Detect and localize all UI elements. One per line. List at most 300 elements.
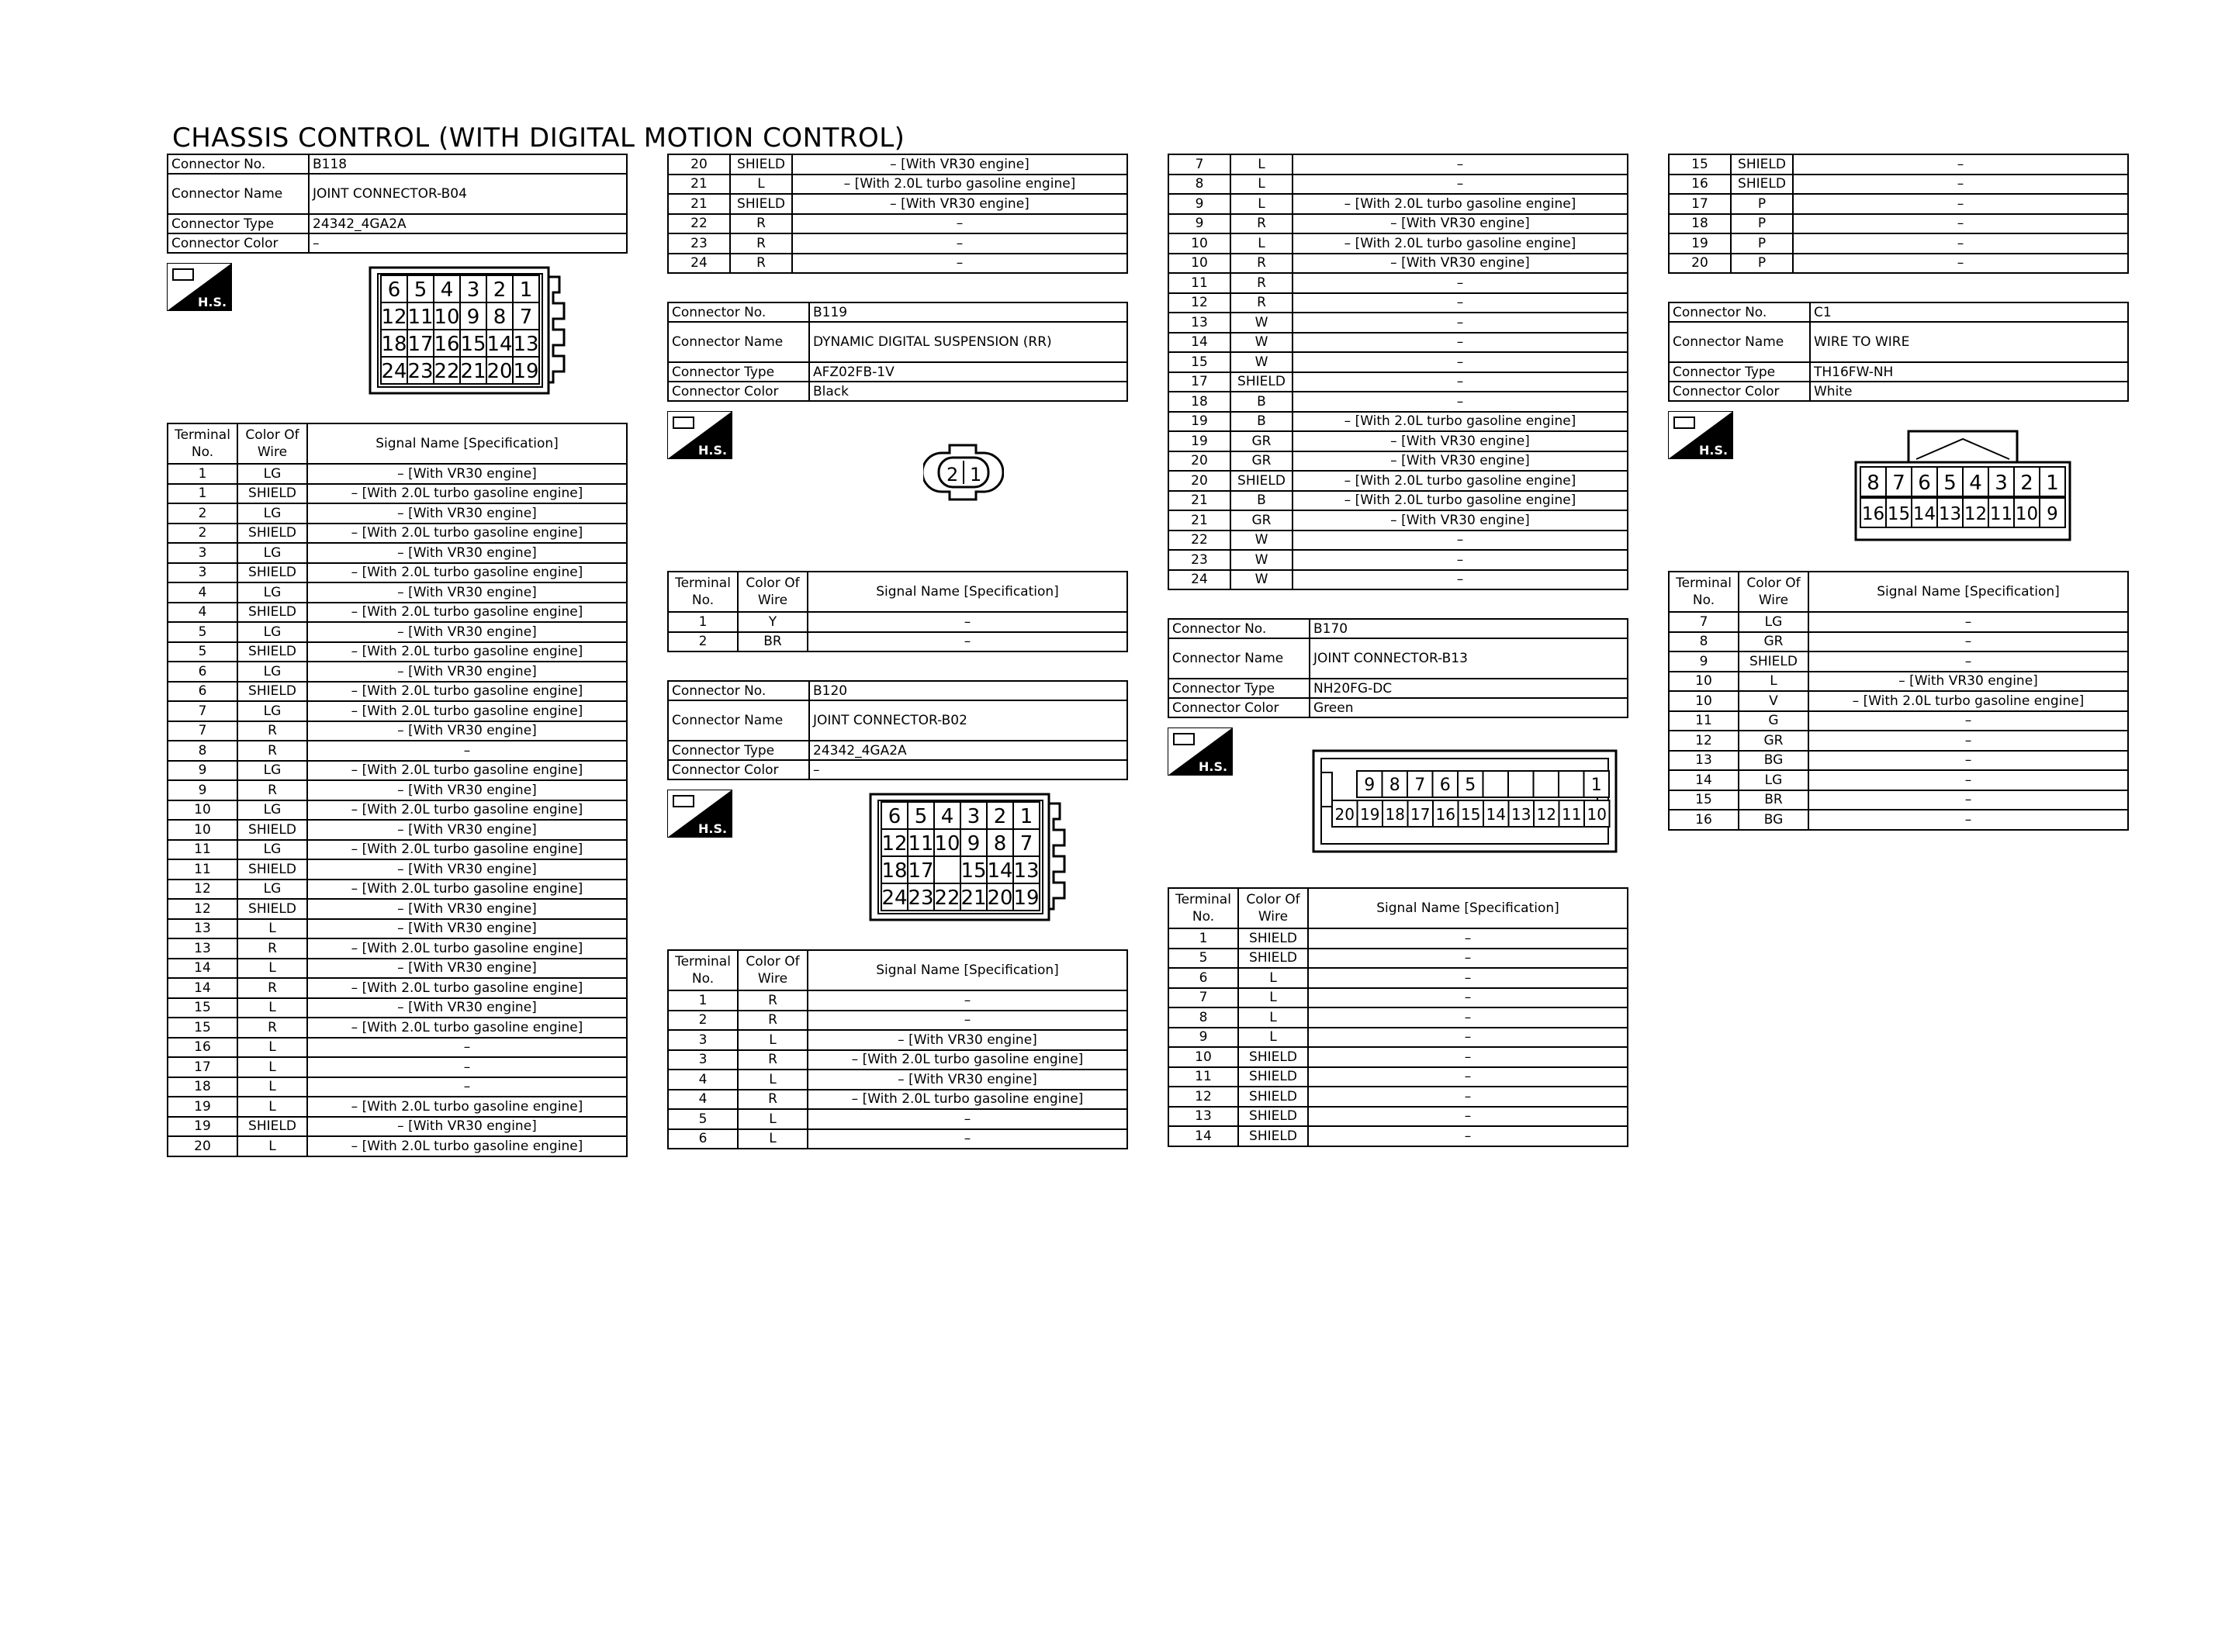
- signal-name-cell: – [With VR30 engine]: [307, 662, 627, 682]
- table-row: [1168, 175, 1628, 195]
- pin-label: 1: [1019, 805, 1033, 828]
- pin-label: 2: [493, 278, 507, 302]
- signal-name-cell: – [With VR30 engine]: [808, 1030, 1127, 1050]
- wire-color-cell: L: [1238, 1028, 1308, 1048]
- signal-name-cell: –: [1293, 550, 1628, 570]
- connector-color-label: Connector Color: [168, 233, 309, 253]
- wire-color-cell: SHIELD: [1238, 1107, 1308, 1127]
- connector-color-value: Black: [809, 382, 1127, 401]
- wire-color-cell: SHIELD: [237, 820, 307, 840]
- terminal-no-cell: 20: [1168, 471, 1230, 491]
- terminal-no-cell: 9: [168, 780, 237, 800]
- wire-color-cell: L: [738, 1030, 808, 1050]
- terminal-no-cell: 11: [1669, 711, 1739, 731]
- terminal-no-cell: 20: [168, 1136, 237, 1156]
- terminal-no-cell: 15: [1168, 352, 1230, 372]
- wire-color-cell: LG: [237, 761, 307, 781]
- wire-color-header: Color Of Wire: [738, 572, 808, 612]
- terminal-no-cell: 13: [1669, 751, 1739, 771]
- terminal-no-cell: 12: [168, 880, 237, 900]
- signal-name-cell: –: [1293, 372, 1628, 392]
- connector-b120-face: [869, 793, 1071, 921]
- signal-name-cell: –: [808, 990, 1127, 1011]
- signal-name-cell: – [With 2.0L turbo gasoline engine]: [1293, 194, 1628, 214]
- table-row: [168, 524, 627, 544]
- wire-color-cell: P: [1731, 194, 1793, 214]
- wire-color-cell: LG: [237, 880, 307, 900]
- terminal-no-cell: 10: [1168, 254, 1230, 274]
- connector-info-b118: [167, 154, 628, 254]
- wire-color-cell: SHIELD: [1238, 949, 1308, 969]
- signal-name-cell: – [With 2.0L turbo gasoline engine]: [307, 761, 627, 781]
- table-row: [168, 938, 627, 959]
- signal-name-cell: –: [307, 1038, 627, 1058]
- pin-label: 5: [1943, 472, 1957, 495]
- terminal-no-cell: 10: [1168, 1047, 1238, 1067]
- pin-label: 19: [513, 360, 539, 383]
- signal-name-cell: –: [1793, 254, 2128, 274]
- pin-label: 24: [881, 886, 908, 910]
- wire-color-cell: L: [738, 1070, 808, 1090]
- table-row: [168, 582, 627, 603]
- wire-color-cell: SHIELD: [1238, 1126, 1308, 1146]
- connector-no-label: Connector No.: [168, 154, 309, 174]
- table-row: [1168, 273, 1628, 293]
- wire-color-cell: LG: [237, 800, 307, 821]
- terminal-no-cell: 3: [168, 543, 237, 563]
- signal-name-cell: – [With 2.0L turbo gasoline engine]: [1293, 412, 1628, 432]
- wire-color-cell: L: [1230, 194, 1293, 214]
- connector-color-label: Connector Color: [668, 760, 809, 779]
- table-row: [168, 880, 627, 900]
- wire-color-cell: GR: [1739, 731, 1808, 751]
- connector-color-value: Green: [1310, 698, 1628, 717]
- signal-name-cell: –: [1808, 731, 2128, 751]
- hs-label: H.S.: [698, 821, 728, 836]
- terminal-no-cell: 19: [1669, 233, 1731, 254]
- terminal-no-cell: 5: [168, 622, 237, 642]
- wire-color-cell: Y: [738, 612, 808, 632]
- terminal-rows-b119: [668, 612, 1127, 651]
- wire-color-cell: LG: [237, 582, 307, 603]
- table-row: [1669, 672, 2128, 692]
- table-row: [168, 840, 627, 860]
- signal-name-header: Signal Name [Specification]: [808, 950, 1127, 990]
- table-row: [1168, 1087, 1628, 1107]
- pin-cavity: [1483, 771, 1509, 797]
- wire-color-cell: R: [237, 1018, 307, 1038]
- pin-label: 17: [908, 859, 934, 883]
- signal-name-header: Signal Name [Specification]: [307, 423, 627, 464]
- table-row: [668, 1070, 1127, 1090]
- hs-label: H.S.: [1699, 443, 1729, 458]
- connector-c1: [1668, 302, 2129, 831]
- table-row: [1669, 254, 2128, 274]
- table-row: [668, 990, 1127, 1011]
- connector-type-value: 24342_4GA2A: [809, 741, 1127, 760]
- terminal-no-cell: 7: [1168, 154, 1230, 175]
- signal-name-cell: – [With 2.0L turbo gasoline engine]: [1293, 233, 1628, 254]
- connector-name-label: Connector Name: [1669, 322, 1810, 362]
- signal-name-cell: – [With VR30 engine]: [307, 503, 627, 524]
- wire-color-cell: GR: [1230, 431, 1293, 451]
- signal-name-cell: –: [1808, 651, 2128, 672]
- terminal-no-cell: 17: [1168, 372, 1230, 392]
- signal-name-cell: – [With 2.0L turbo gasoline engine]: [307, 701, 627, 721]
- table-row: [168, 959, 627, 979]
- signal-name-cell: –: [1308, 949, 1628, 969]
- wire-color-cell: SHIELD: [730, 194, 792, 214]
- pin-label: 13: [1013, 859, 1040, 883]
- signal-name-cell: – [With 2.0L turbo gasoline engine]: [307, 800, 627, 821]
- pin-label: 15: [1887, 504, 1911, 524]
- table-row: [168, 622, 627, 642]
- pin-label: 18: [1385, 805, 1405, 824]
- terminal-no-cell: 12: [1168, 293, 1230, 313]
- terminal-no-cell: 11: [1168, 273, 1230, 293]
- connector-info-b170: [1168, 618, 1628, 718]
- terminal-no-cell: 8: [1168, 175, 1230, 195]
- terminal-no-cell: 20: [1669, 254, 1731, 274]
- terminal-no-cell: 1: [1168, 928, 1238, 949]
- signal-name-cell: –: [1308, 1028, 1628, 1048]
- table-row: [668, 1050, 1127, 1070]
- pin-label: 23: [908, 886, 934, 910]
- table-row: [1669, 651, 2128, 672]
- terminal-no-cell: 7: [1669, 612, 1739, 632]
- terminal-no-cell: 6: [1168, 968, 1238, 988]
- connector-color-value: –: [309, 233, 627, 253]
- table-row: [1168, 254, 1628, 274]
- signal-name-cell: – [With VR30 engine]: [307, 919, 627, 939]
- pin-cavity: [1508, 771, 1534, 797]
- signal-name-cell: – [With VR30 engine]: [307, 721, 627, 741]
- pin-label: 14: [1486, 805, 1506, 824]
- pin-label: 5: [1465, 776, 1476, 795]
- terminal-table-b118-continued: [667, 154, 1128, 274]
- signal-name-cell: – [With 2.0L turbo gasoline engine]: [307, 1097, 627, 1117]
- terminal-rows-b120-continued: [1168, 154, 1628, 589]
- signal-name-cell: – [With 2.0L turbo gasoline engine]: [792, 175, 1127, 195]
- wire-color-cell: SHIELD: [237, 1117, 307, 1137]
- wire-color-cell: GR: [1230, 451, 1293, 472]
- signal-name-cell: –: [1793, 214, 2128, 234]
- wire-color-cell: BG: [1739, 751, 1808, 771]
- signal-name-cell: –: [1793, 175, 2128, 195]
- terminal-rows-b170-continued: [1669, 154, 2128, 273]
- table-row: [1168, 1007, 1628, 1028]
- signal-name-cell: –: [1308, 968, 1628, 988]
- table-row: [168, 761, 627, 781]
- wire-color-cell: R: [237, 938, 307, 959]
- pin-label: 9: [466, 306, 480, 329]
- table-row: [1168, 1126, 1628, 1146]
- wire-color-cell: LG: [1739, 770, 1808, 790]
- signal-name-header: Signal Name [Specification]: [1808, 572, 2128, 612]
- table-row: [668, 1109, 1127, 1129]
- wire-color-cell: SHIELD: [1230, 372, 1293, 392]
- terminal-no-cell: 5: [1168, 949, 1238, 969]
- terminal-no-cell: 19: [168, 1097, 237, 1117]
- table-row: [1669, 175, 2128, 195]
- wire-color-cell: P: [1731, 254, 1793, 274]
- signal-name-cell: –: [1308, 1047, 1628, 1067]
- pin-label: 7: [1414, 776, 1426, 795]
- signal-name-cell: –: [808, 632, 1127, 652]
- terminal-no-cell: 18: [168, 1077, 237, 1097]
- pin-label: 6: [387, 278, 401, 302]
- harness-side-icon: [1168, 728, 1233, 776]
- wire-color-cell: SHIELD: [237, 899, 307, 919]
- terminal-no-cell: 16: [1669, 175, 1731, 195]
- table-row: [1168, 1107, 1628, 1127]
- wire-color-cell: L: [1238, 968, 1308, 988]
- terminal-no-cell: 4: [168, 603, 237, 623]
- terminal-no-cell: 14: [1168, 333, 1230, 353]
- connector-latch: [549, 277, 564, 382]
- terminal-no-cell: 15: [1669, 790, 1739, 810]
- terminal-no-cell: 2: [668, 1011, 738, 1031]
- terminal-no-cell: 7: [168, 701, 237, 721]
- signal-name-cell: –: [1293, 273, 1628, 293]
- wire-color-cell: L: [237, 919, 307, 939]
- pin-label: 3: [967, 805, 981, 828]
- signal-name-cell: –: [1793, 233, 2128, 254]
- harness-side-icon: [1668, 411, 1733, 459]
- signal-name-cell: – [With VR30 engine]: [307, 820, 627, 840]
- terminal-rows-b118-continued: [668, 154, 1127, 273]
- table-row: [168, 998, 627, 1018]
- connector-b170: [1168, 618, 1628, 1147]
- table-row: [1168, 214, 1628, 234]
- table-row: [1669, 194, 2128, 214]
- table-row: [1168, 194, 1628, 214]
- pin-label: 16: [1861, 504, 1885, 524]
- terminal-no-cell: 9: [1168, 1028, 1238, 1048]
- wire-color-cell: LG: [237, 503, 307, 524]
- wire-color-cell: SHIELD: [1230, 471, 1293, 491]
- terminal-no-cell: 1: [668, 990, 738, 1011]
- wire-color-cell: R: [1230, 273, 1293, 293]
- table-row: [668, 1011, 1127, 1031]
- signal-name-cell: –: [307, 1057, 627, 1077]
- wire-color-cell: LG: [237, 662, 307, 682]
- wire-color-cell: W: [1230, 570, 1293, 590]
- terminal-no-cell: 7: [1168, 988, 1238, 1008]
- wire-color-cell: SHIELD: [237, 563, 307, 583]
- wire-color-header: Color Of Wire: [237, 423, 307, 464]
- pin-label: 4: [1969, 472, 1982, 495]
- signal-name-cell: – [With 2.0L turbo gasoline engine]: [307, 524, 627, 544]
- harness-side-icon: [667, 790, 732, 838]
- connector-type-value: NH20FG-DC: [1310, 679, 1628, 698]
- table-row: [668, 632, 1127, 652]
- pin-label: 19: [1013, 886, 1040, 910]
- pin-label: 12: [1536, 805, 1556, 824]
- table-row: [168, 1117, 627, 1137]
- signal-name-cell: – [With VR30 engine]: [307, 464, 627, 484]
- terminal-no-cell: 8: [168, 741, 237, 761]
- connector-no-label: Connector No.: [1669, 302, 1810, 322]
- table-row: [1168, 372, 1628, 392]
- signal-name-cell: –: [1308, 1107, 1628, 1127]
- terminal-table-b120: [667, 949, 1128, 1149]
- connector-type-label: Connector Type: [668, 362, 809, 382]
- wire-color-cell: SHIELD: [1238, 1047, 1308, 1067]
- signal-name-cell: – [With VR30 engine]: [307, 622, 627, 642]
- table-row: [168, 800, 627, 821]
- table-row: [1168, 491, 1628, 511]
- table-row: [1168, 431, 1628, 451]
- table-row: [1669, 790, 2128, 810]
- pin-label: 8: [493, 306, 507, 329]
- pin-label: 14: [1912, 504, 1936, 524]
- signal-name-cell: – [With 2.0L turbo gasoline engine]: [307, 682, 627, 702]
- terminal-no-cell: 10: [1669, 691, 1739, 711]
- connector-name-label: Connector Name: [668, 322, 809, 362]
- terminal-no-cell: 1: [168, 464, 237, 484]
- page-title: CHASSIS CONTROL (WITH DIGITAL MOTION CONTROL): [172, 123, 905, 154]
- table-row: [168, 1057, 627, 1077]
- wire-color-cell: R: [730, 254, 792, 274]
- pin-label: 3: [466, 278, 480, 302]
- terminal-no-cell: 7: [168, 721, 237, 741]
- signal-name-cell: – [With 2.0L turbo gasoline engine]: [808, 1050, 1127, 1070]
- wire-color-cell: L: [730, 175, 792, 195]
- table-row: [1669, 612, 2128, 632]
- signal-name-cell: – [With VR30 engine]: [307, 859, 627, 880]
- terminal-no-cell: 19: [1168, 431, 1230, 451]
- pin-label: 6: [1439, 776, 1451, 795]
- pin-label: 1: [970, 464, 982, 486]
- harness-side-icon: [167, 263, 232, 311]
- signal-name-cell: – [With 2.0L turbo gasoline engine]: [307, 840, 627, 860]
- pin-label: 10: [934, 832, 960, 855]
- wire-color-cell: SHIELD: [237, 642, 307, 662]
- signal-name-cell: – [With 2.0L turbo gasoline engine]: [1293, 471, 1628, 491]
- pin-label: 9: [1364, 776, 1376, 795]
- wire-color-cell: W: [1230, 550, 1293, 570]
- connector-no-value: B120: [809, 681, 1127, 700]
- signal-name-cell: –: [1293, 313, 1628, 333]
- signal-name-cell: – [With VR30 engine]: [1808, 672, 2128, 692]
- connector-type-label: Connector Type: [168, 214, 309, 233]
- connector-tab: [1909, 431, 2017, 462]
- connector-b118: [167, 154, 628, 1157]
- terminal-no-cell: 14: [1168, 1126, 1238, 1146]
- terminal-no-cell: 17: [168, 1057, 237, 1077]
- terminal-no-cell: 22: [1168, 531, 1230, 551]
- terminal-table-b119: [667, 571, 1128, 652]
- wire-color-cell: L: [237, 959, 307, 979]
- signal-name-header: Signal Name [Specification]: [1308, 888, 1628, 928]
- wire-color-cell: SHIELD: [1238, 928, 1308, 949]
- wire-color-cell: W: [1230, 531, 1293, 551]
- signal-name-cell: – [With 2.0L turbo gasoline engine]: [307, 603, 627, 623]
- terminal-rows-b118: [168, 464, 627, 1156]
- pin-cavity: [934, 856, 960, 883]
- connector-name-value: DYNAMIC DIGITAL SUSPENSION (RR): [809, 322, 1127, 362]
- terminal-no-cell: 21: [1168, 491, 1230, 511]
- signal-name-cell: –: [808, 612, 1127, 632]
- table-row: [168, 464, 627, 484]
- pin-label: 4: [940, 805, 954, 828]
- connector-info-b119: [667, 302, 1128, 402]
- connector-type-label: Connector Type: [668, 741, 809, 760]
- connector-diagram-c1: [1668, 402, 2129, 571]
- terminal-no-cell: 12: [1168, 1087, 1238, 1107]
- pin-label: 6: [1918, 472, 1931, 495]
- wire-color-cell: R: [237, 741, 307, 761]
- table-row: [168, 1038, 627, 1058]
- pin-label: 20: [486, 360, 513, 383]
- table-row: [1168, 313, 1628, 333]
- table-row: [168, 1077, 627, 1097]
- connector-no-value: B119: [809, 302, 1127, 322]
- pin-label: 5: [914, 805, 928, 828]
- wire-color-cell: SHIELD: [237, 524, 307, 544]
- pin-label: 6: [888, 805, 901, 828]
- connector-type-label: Connector Type: [1669, 362, 1810, 382]
- table-row: [1168, 333, 1628, 353]
- terminal-rows-c1: [1669, 612, 2128, 830]
- signal-name-cell: –: [1308, 928, 1628, 949]
- connector-no-value: B170: [1310, 619, 1628, 638]
- terminal-no-cell: 6: [168, 682, 237, 702]
- pin-label: 19: [1360, 805, 1380, 824]
- terminal-no-cell: 3: [668, 1050, 738, 1070]
- table-row: [1669, 810, 2128, 830]
- table-row: [668, 1129, 1127, 1149]
- connector-no-value: B118: [309, 154, 627, 174]
- wire-color-cell: L: [1230, 154, 1293, 175]
- column-3: [1168, 154, 1628, 1147]
- table-row: [168, 721, 627, 741]
- wire-color-cell: L: [1238, 1007, 1308, 1028]
- terminal-no-cell: 19: [168, 1117, 237, 1137]
- connector-type-value: AFZ02FB-1V: [809, 362, 1127, 382]
- pin-label: 22: [934, 886, 960, 910]
- signal-name-cell: –: [1293, 333, 1628, 353]
- table-row: [668, 1090, 1127, 1110]
- signal-name-cell: –: [792, 214, 1127, 234]
- wire-color-cell: BR: [738, 632, 808, 652]
- pin-label: 23: [407, 360, 434, 383]
- table-row: [1669, 751, 2128, 771]
- pin-label: 3: [1995, 472, 2008, 495]
- table-row: [168, 1018, 627, 1038]
- signal-name-cell: – [With VR30 engine]: [1293, 510, 1628, 531]
- signal-name-cell: – [With VR30 engine]: [792, 194, 1127, 214]
- table-row: [1669, 770, 2128, 790]
- terminal-no-cell: 2: [168, 524, 237, 544]
- terminal-no-cell: 19: [1168, 412, 1230, 432]
- terminal-no-cell: 3: [668, 1030, 738, 1050]
- terminal-no-cell: 4: [168, 582, 237, 603]
- wire-color-cell: R: [237, 721, 307, 741]
- wire-color-cell: SHIELD: [237, 603, 307, 623]
- terminal-no-cell: 22: [668, 214, 730, 234]
- terminal-no-cell: 5: [168, 642, 237, 662]
- wire-color-cell: V: [1739, 691, 1808, 711]
- terminal-no-cell: 18: [1669, 214, 1731, 234]
- connector-b170-face: [1312, 749, 1618, 853]
- table-row: [168, 543, 627, 563]
- signal-name-cell: –: [307, 741, 627, 761]
- hs-label: H.S.: [698, 443, 728, 458]
- table-row: [168, 662, 627, 682]
- wire-color-cell: SHIELD: [730, 154, 792, 175]
